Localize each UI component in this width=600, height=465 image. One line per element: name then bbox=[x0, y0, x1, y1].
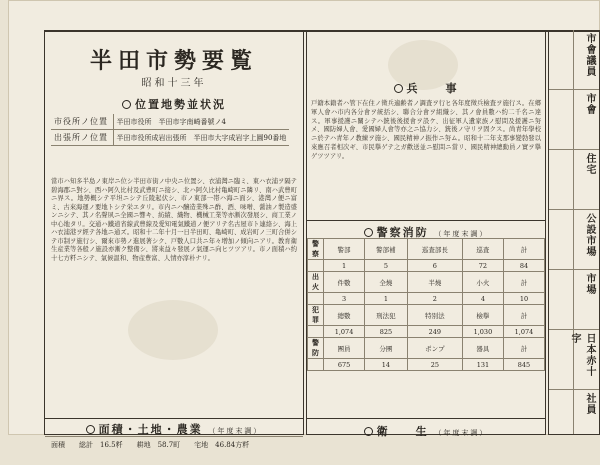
right-item: 日本赤十字 bbox=[549, 330, 599, 390]
table-cell: 131 bbox=[462, 359, 503, 371]
table-cell: 675 bbox=[324, 359, 365, 371]
table-cell: 5 bbox=[365, 260, 408, 272]
table-row bbox=[51, 130, 289, 146]
military-body-text: 戸籍本籍者ハ管下在住ノ徵兵適齢者ノ調査ヲ行ヒ各年度徵兵檢査ヲ施行ス。在郷軍人會ハ市内各分會ヲ統括シ、聯合分會ヲ組織シ、其ノ會員數ハ約二千名ニ達ス。軍事援護ニ關シテハ銃後後援會ヲ設ケ、出征軍人遺家族ノ慰問及援護ニ努メ、國防婦人會、愛國婦人會等亦之ニ協力シ、銃後ノ守リヲ固クス。尚青年學校ニ於テハ青年ノ教練ヲ施シ、國民精神ノ振作ニ努ム。昭和十二年支那事變勃發以來應召者相次ギ、市民擧ゲテ之ガ歡送並ニ慰問ニ當リ、國民精神總動員ノ實ヲ擧ゲツツアリ。 bbox=[311, 100, 541, 160]
table-row bbox=[308, 260, 545, 272]
police-table bbox=[307, 238, 545, 418]
row-label: 犯罪 bbox=[308, 305, 324, 326]
table-cell: 4 bbox=[462, 293, 503, 305]
table-cell: 10 bbox=[503, 293, 544, 305]
table-row bbox=[308, 293, 545, 305]
table-row bbox=[308, 272, 545, 293]
document-subtitle: 昭和十三年 bbox=[141, 78, 207, 89]
police-section-header bbox=[307, 220, 545, 238]
table-cell: 巡査部長 bbox=[407, 239, 462, 260]
table-cell: 計 bbox=[503, 305, 544, 326]
area-section-header bbox=[45, 418, 303, 434]
table-cell: 1,074 bbox=[503, 326, 544, 338]
right-item: 市場 bbox=[549, 270, 599, 330]
table-cell: 1,074 bbox=[324, 326, 365, 338]
row-label: 警防 bbox=[308, 338, 324, 359]
table-cell: ポンプ bbox=[407, 338, 462, 359]
right-column bbox=[548, 30, 600, 435]
location-heading bbox=[45, 96, 303, 112]
branch-office-key: 出張所ノ位置 bbox=[51, 130, 113, 146]
circle-mark-icon bbox=[364, 427, 373, 436]
table-cell: 25 bbox=[407, 359, 462, 371]
document-title: 半田市勢要覧 bbox=[89, 48, 258, 74]
table-cell: 1 bbox=[365, 293, 408, 305]
table-row bbox=[51, 114, 289, 130]
table-cell: 6 bbox=[407, 260, 462, 272]
table-cell: 刑法犯 bbox=[365, 305, 408, 326]
table-cell: 計 bbox=[503, 338, 544, 359]
table-row bbox=[308, 239, 545, 260]
table-cell: 2 bbox=[407, 293, 462, 305]
row-label: 警察 bbox=[308, 239, 324, 260]
sanitation-section-header bbox=[307, 418, 545, 465]
table-cell: 半燒 bbox=[407, 272, 462, 293]
circle-mark-icon bbox=[364, 228, 373, 237]
row-label: 出火 bbox=[308, 272, 324, 293]
row-label bbox=[308, 326, 324, 338]
table-cell: 特別法 bbox=[407, 305, 462, 326]
table-cell: 84 bbox=[503, 260, 544, 272]
table-cell: 件數 bbox=[324, 272, 365, 293]
table-cell: 1,030 bbox=[462, 326, 503, 338]
table-cell: 警部 bbox=[324, 239, 365, 260]
city-office-key: 市役所ノ位置 bbox=[51, 114, 113, 130]
table-cell: 14 bbox=[365, 359, 408, 371]
table-row bbox=[308, 326, 545, 338]
circle-mark-icon bbox=[394, 84, 403, 93]
row-label bbox=[308, 293, 324, 305]
right-item: 公設市場 bbox=[549, 210, 599, 270]
right-item: 市會議員 bbox=[549, 30, 599, 90]
document-sheet bbox=[8, 0, 600, 449]
table-cell: 825 bbox=[365, 326, 408, 338]
row-label bbox=[308, 260, 324, 272]
military-heading-text: 兵 事 bbox=[406, 82, 459, 95]
area-note: （年度末調） bbox=[208, 427, 263, 435]
right-item: 市會 bbox=[549, 90, 599, 150]
middle-column bbox=[306, 30, 546, 438]
table-cell: 845 bbox=[503, 359, 544, 371]
row-label bbox=[308, 359, 324, 371]
branch-office-value: 半田市役所成岩出張所 半田市大字成岩字上圓90番地 bbox=[113, 130, 289, 146]
table-cell: 計 bbox=[503, 272, 544, 293]
table-row bbox=[308, 305, 545, 326]
right-item: 社員 bbox=[584, 393, 595, 415]
table-cell: 249 bbox=[407, 326, 462, 338]
table-cell: 警部補 bbox=[365, 239, 408, 260]
circle-mark-icon bbox=[122, 100, 131, 109]
police-note: （年度末調） bbox=[434, 230, 489, 238]
table-cell: 巡査 bbox=[462, 239, 503, 260]
table-cell: 全燒 bbox=[365, 272, 408, 293]
area-heading-text: 面積・土地・農業 bbox=[98, 423, 203, 436]
table-cell: 72 bbox=[462, 260, 503, 272]
left-column bbox=[44, 30, 304, 449]
table-cell: 團員 bbox=[324, 338, 365, 359]
table-row bbox=[308, 338, 545, 359]
table-cell: 1 bbox=[324, 260, 365, 272]
sanitation-note: （年度末調） bbox=[434, 429, 489, 437]
police-heading-text: 警察消防 bbox=[376, 226, 429, 239]
location-body-text: 當市ハ知多半島ノ東岸ニ位シ半田市街ノ中央ニ位置シ、衣浦灣ニ臨ミ、東ハ衣浦ヲ隔テ碧海郡ニ對シ、西ハ阿久比村及武豊町ニ接シ、北ハ阿久比村亀崎町ニ隣リ、南ハ武豊町ニ界ス。地勢概シテ平坦ニシテ丘陵起伏シ、市ノ東部一帯ハ海ニ面シ、港灣ノ便ニ富ミ、古來海運ノ要地トシテ栄エタリ。市内ニハ醸造業殊ニ酢、酒、味噌、醤油ノ製造盛ンニシテ、其ノ名聲夙ニ全國ニ響キ、紡績、織物、機械工業等亦漸次發展シ、商工業ノ中心地タリ。交通ハ鐵道省線武豊線及愛知電氣鐵道ノ便アリテ名古屋市ト連絡シ、海上ハ衣浦港ヲ經テ各地ニ通ズ。昭和十二年十月一日半田町、亀崎町、成岩町ノ三町合併シテ市制ヲ施行シ、爾來市勢ノ進展著シク、戸數人口共ニ年々増加ノ傾向ニアリ。教育衛生産業等各般ノ施設亦漸ク整備シ、將來益々發展ノ氣運ニ向ヒツツアリ。市ノ面積ハ約十七方粁ニシテ、氣候温和、物産豊富、人情亦淳朴ナリ。 bbox=[51, 178, 297, 262]
table-cell: 檢擧 bbox=[462, 305, 503, 326]
table-cell: 計 bbox=[503, 239, 544, 260]
table-cell: 分團 bbox=[365, 338, 408, 359]
location-body bbox=[51, 178, 297, 416]
sanitation-heading-text: 衛 生 bbox=[376, 425, 429, 438]
location-table bbox=[51, 114, 289, 146]
table-row bbox=[308, 359, 545, 371]
circle-mark-icon bbox=[86, 425, 95, 434]
location-heading-text: 位置地勢並状況 bbox=[135, 98, 226, 111]
table-cell: 總數 bbox=[324, 305, 365, 326]
right-item: 住宅 bbox=[549, 150, 599, 210]
military-body bbox=[311, 100, 541, 212]
military-heading bbox=[307, 80, 545, 96]
table-cell: 3 bbox=[324, 293, 365, 305]
city-office-value: 半田市役所 半田市字南崎番號ノ4 bbox=[113, 114, 289, 130]
table-cell: 小火 bbox=[462, 272, 503, 293]
table-cell: 器具 bbox=[462, 338, 503, 359]
area-row: 面積 総計 16.5粁 耕地 58.7町 宅地 46.84方粁 bbox=[45, 436, 303, 453]
